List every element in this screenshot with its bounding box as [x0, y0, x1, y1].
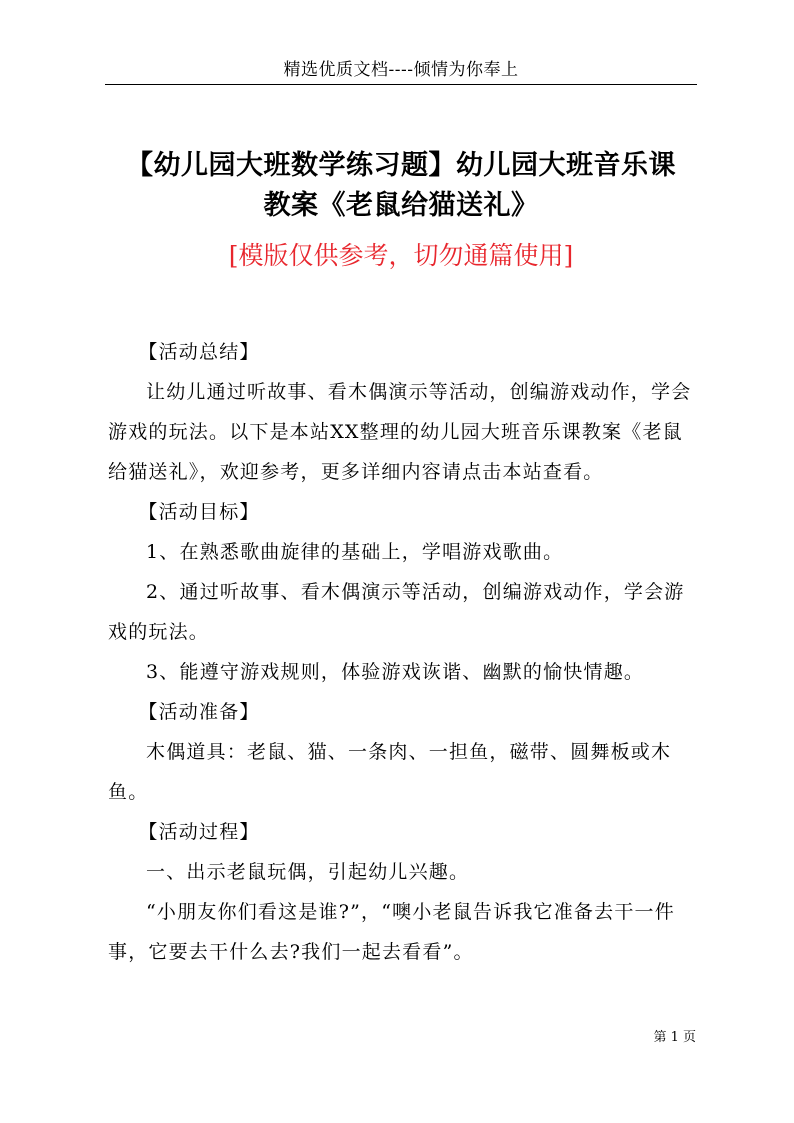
title-line-1: 【幼儿园大班数学练习题】幼儿园大班音乐课 — [126, 150, 676, 181]
goal-item-3: 3、能遵守游戏规则，体验游戏诙谐、幽默的愉快情趣。 — [146, 661, 645, 683]
goal-item-1: 1、在熟悉歌曲旋律的基础上，学唱游戏歌曲。 — [146, 541, 564, 563]
section-heading-preparation: 【活动准备】 — [138, 701, 260, 723]
paragraph-summary: 让幼儿通过听故事、看木偶演示等活动，创编游戏动作，学会游戏的玩法。以下是本站XX整理的幼儿园大班音乐课教案《老鼠给猫送礼》，欢迎参考，更多详细内容请点击本站查看。 — [108, 381, 692, 483]
document-body — [108, 332, 696, 972]
document-title — [105, 146, 697, 226]
title-line-2: 教案《老鼠给猫送礼》 — [263, 190, 539, 221]
header-divider — [105, 84, 697, 85]
section-heading-summary: 【活动总结】 — [138, 341, 260, 363]
template-notice: [模版仅供参考，切勿通篇使用] — [228, 241, 574, 270]
goal-item-2: 2、通过听故事、看木偶演示等活动，创编游戏动作，学会游戏的玩法。 — [108, 581, 685, 643]
paragraph-preparation: 木偶道具：老鼠、猫、一条肉、一担鱼，磁带、圆舞板或木鱼。 — [108, 741, 672, 803]
process-step-1: 一、出示老鼠玩偶，引起幼儿兴趣。 — [146, 861, 470, 883]
section-heading-process: 【活动过程】 — [138, 821, 260, 843]
page-header: 精选优质文档----倾情为你奉上 — [283, 60, 519, 80]
section-heading-goals: 【活动目标】 — [138, 501, 260, 523]
page-number: 第 1 页 — [653, 1030, 696, 1045]
paragraph-dialogue: “小朋友你们看这是谁?”，“噢小老鼠告诉我它准备去干一件事，它要去干什么去?我们一起去看看”。 — [108, 901, 675, 963]
